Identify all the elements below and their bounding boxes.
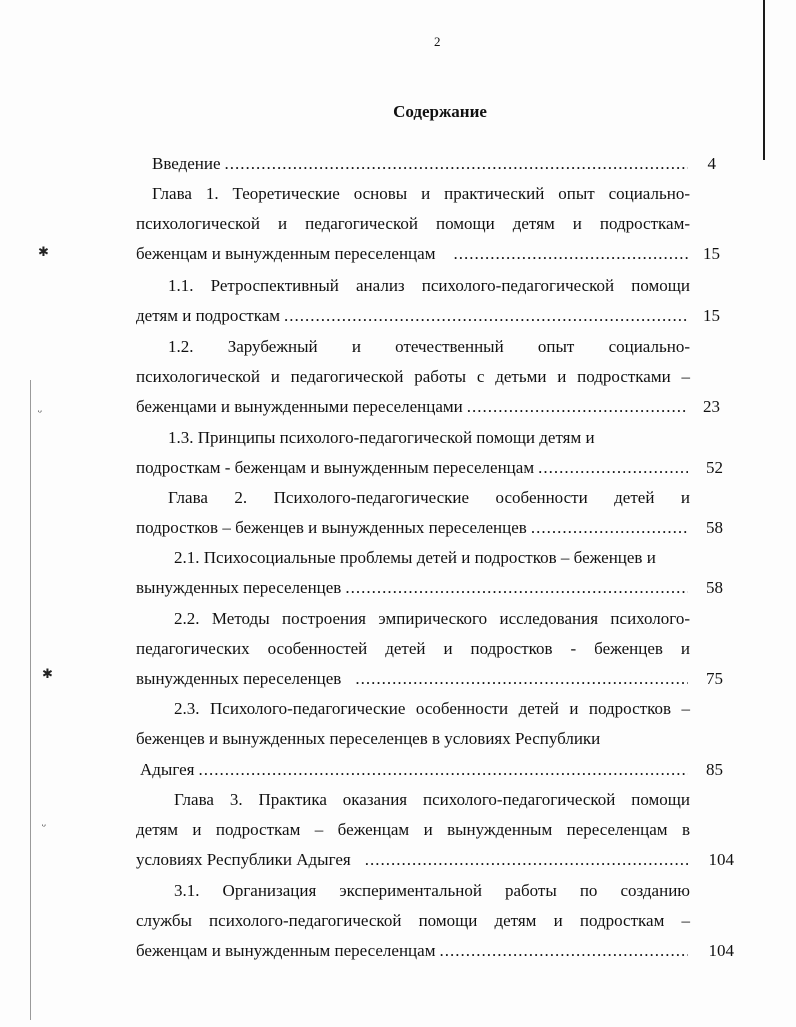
toc-entry-section13[interactable] (136, 458, 692, 478)
toc-page-number: 23 (703, 397, 720, 416)
toc-section23-line2[interactable]: беженцев и вынужденных переселенцев в условиях Республики (136, 729, 601, 748)
scan-speck-1: ✱ (38, 244, 49, 259)
scan-edge-right (763, 0, 765, 160)
toc-chapter3-line1[interactable]: Глава 3. Практика оказания психолого-педагогической помощи (174, 790, 690, 809)
toc-entry-intro[interactable] (152, 154, 692, 174)
toc-entry-section21[interactable] (136, 578, 692, 598)
toc-entry-text: детям и подросткам (136, 306, 281, 325)
toc-leader-dots (531, 518, 688, 538)
toc-page-number: 58 (706, 518, 723, 537)
toc-entry-section11[interactable] (136, 306, 692, 326)
toc-page-number: 52 (706, 458, 723, 477)
toc-page-number: 15 (703, 244, 720, 263)
toc-leader-dots (284, 306, 688, 326)
toc-page-number: 85 (706, 760, 723, 779)
toc-entry-text: беженцами и вынужденными переселенцами (136, 397, 463, 416)
scan-speck-2: ᵕ (38, 404, 42, 419)
toc-entry-section22[interactable] (136, 669, 692, 689)
toc-leader-dots (225, 154, 688, 174)
page-number: 2 (434, 34, 441, 49)
toc-entry-text: Введение (152, 154, 221, 173)
toc-entry-chapter2[interactable] (136, 518, 692, 538)
toc-section23-line1[interactable]: 2.3. Психолого-педагогические особенности детей и подростков – (174, 699, 690, 718)
toc-page-number: 4 (707, 154, 716, 173)
toc-leader-dots (439, 941, 688, 961)
scan-speck-3: ✱ (42, 666, 53, 681)
toc-page-number: 15 (703, 306, 720, 325)
toc-leader-dots (345, 578, 688, 598)
toc-page-number: 58 (706, 578, 723, 597)
toc-leader-dots (453, 244, 688, 264)
toc-section13-line1[interactable]: 1.3. Принципы психолого-педагогической помощи детям и (168, 428, 595, 447)
toc-chapter1-line2[interactable]: психологической и педагогической помощи детям и подросткам- (136, 214, 690, 233)
toc-entry-text: беженцам и вынужденным переселенцам (136, 244, 436, 263)
toc-entry-text: подростков – беженцев и вынужденных переселенцев (136, 518, 527, 537)
toc-leader-dots (467, 397, 688, 417)
toc-entry-chapter1[interactable] (136, 244, 692, 264)
toc-title: Содержание (393, 102, 487, 121)
toc-chapter1-line1[interactable]: Глава 1. Теоретические основы и практический опыт социально- (152, 184, 690, 203)
toc-section22-line2[interactable]: педагогических особенностей детей и подростков - беженцев и (136, 639, 690, 658)
toc-entry-section31[interactable] (136, 941, 692, 961)
toc-entry-text: условиях Республики Адыгея (136, 850, 351, 869)
toc-chapter2-line1[interactable]: Глава 2. Психолого-педагогические особенности детей и (168, 488, 690, 507)
toc-section31-line2[interactable]: службы психолого-педагогической помощи детям и подросткам – (136, 911, 690, 930)
toc-entry-text: вынужденных переселенцев (136, 669, 342, 688)
toc-leader-dots (365, 850, 688, 870)
toc-leader-dots (355, 669, 688, 689)
scan-speck-4: ᵕ (42, 818, 46, 833)
toc-entry-section23[interactable] (140, 760, 692, 780)
toc-section12-line1[interactable]: 1.2. Зарубежный и отечественный опыт социально- (168, 337, 690, 356)
toc-leader-dots (538, 458, 688, 478)
toc-entry-text: подросткам - беженцам и вынужденным переселенцам (136, 458, 535, 477)
toc-section21-line1[interactable]: 2.1. Психосоциальные проблемы детей и подростков – беженцев и (174, 548, 656, 567)
toc-page-number: 75 (706, 669, 723, 688)
scan-edge-left (30, 380, 31, 1020)
toc-leader-dots (198, 760, 688, 780)
toc-entry-chapter3[interactable] (136, 850, 692, 870)
toc-entry-text: вынужденных переселенцев (136, 578, 342, 597)
toc-section12-line2[interactable]: психологической и педагогической работы с детьми и подростками – (136, 367, 690, 386)
toc-section31-line1[interactable]: 3.1. Организация экспериментальной работы по созданию (174, 881, 690, 900)
toc-entry-section12[interactable] (136, 397, 692, 417)
toc-chapter3-line2[interactable]: детям и подросткам – беженцам и вынужденным переселенцам в (136, 820, 690, 839)
toc-section11-line1[interactable]: 1.1. Ретроспективный анализ психолого-педагогической помощи (168, 276, 690, 295)
toc-entry-text: беженцам и вынужденным переселенцам (136, 941, 436, 960)
toc-entry-text: Адыгея (140, 760, 195, 779)
toc-page-number: 104 (708, 941, 734, 960)
toc-page-number: 104 (708, 850, 734, 869)
toc-section22-line1[interactable]: 2.2. Методы построения эмпирического исследования психолого- (174, 609, 690, 628)
